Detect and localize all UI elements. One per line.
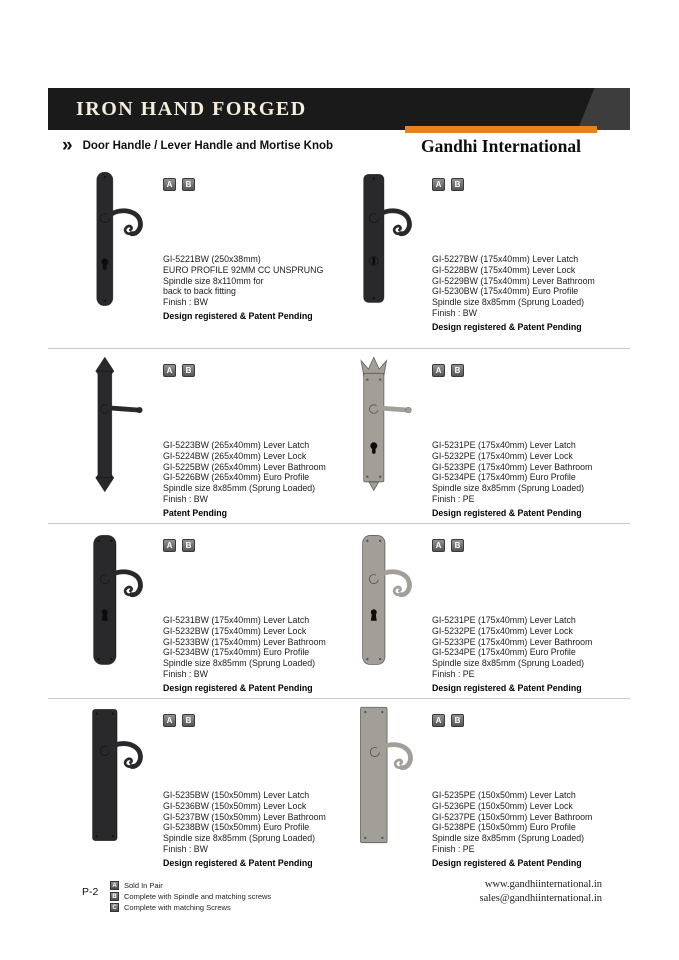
product-note: Patent Pending xyxy=(163,507,228,518)
product-line: GI-5232PE (175x40mm) Lever Lock xyxy=(432,450,573,461)
product-card xyxy=(84,706,346,868)
product-line: GI-5238PE (150x50mm) Euro Profile xyxy=(432,822,576,833)
product-line: GI-5232PE (175x40mm) Lever Lock xyxy=(432,625,573,636)
product-line: Spindle size 8x85mm (Sprung Loaded) xyxy=(432,483,585,494)
row-divider xyxy=(48,523,630,524)
product-line: GI-5229BW (175x40mm) Lever Bathroom xyxy=(432,275,595,286)
product-line: Spindle size 8x85mm (Sprung Loaded) xyxy=(432,297,585,308)
product-line: GI-5223BW (265x40mm) Lever Latch xyxy=(163,440,310,450)
legend-text: Sold In Pair xyxy=(124,880,163,890)
product-line: Spindle size 8x85mm (Sprung Loaded) xyxy=(432,833,585,844)
product-card xyxy=(84,531,346,693)
product-line: GI-5228BW (175x40mm) Lever Lock xyxy=(432,264,576,275)
product-line: GI-5231PE (175x40mm) Lever Latch xyxy=(432,615,576,625)
pair-badges xyxy=(163,178,346,191)
door-handle-image xyxy=(84,706,148,845)
row-divider xyxy=(48,348,630,349)
badge-b: B xyxy=(182,178,195,191)
pair-badges xyxy=(432,178,615,191)
product-line: Finish : BW xyxy=(163,843,208,854)
legend-text: Complete with matching Screws xyxy=(124,902,231,912)
product-line: GI-5234BW (175x40mm) Euro Profile xyxy=(163,647,310,658)
row-divider xyxy=(48,698,630,699)
product-line: GI-5234PE (175x40mm) Euro Profile xyxy=(432,472,576,483)
product-row-1 xyxy=(48,166,630,342)
product-note: Design registered & Patent Pending xyxy=(163,310,313,321)
legend-badge-a: A xyxy=(110,881,119,890)
product-line: EURO PROFILE 92MM CC UNSPRUNG xyxy=(163,264,324,275)
product-line: GI-5233PE (175x40mm) Lever Bathroom xyxy=(432,636,593,647)
product-line: GI-5235PE (150x50mm) Lever Latch xyxy=(432,790,576,800)
product-row-4 xyxy=(48,702,630,878)
header-bar xyxy=(48,88,630,130)
door-handle-image xyxy=(353,356,417,495)
product-line: Spindle size 8x85mm (Sprung Loaded) xyxy=(163,483,316,494)
door-handle-image xyxy=(353,170,417,309)
product-description xyxy=(432,790,632,869)
product-line: Spindle size 8x85mm (Sprung Loaded) xyxy=(163,833,316,844)
product-line: back to back fitting xyxy=(163,286,236,297)
product-line: GI-5226BW (265x40mm) Euro Profile xyxy=(163,472,310,483)
badge-a: A xyxy=(432,178,445,191)
product-note: Design registered & Patent Pending xyxy=(163,857,313,868)
product-line: GI-5236PE (150x50mm) Lever Lock xyxy=(432,800,573,811)
legend-text: Complete with Spindle and matching screws xyxy=(124,891,272,901)
product-line: GI-5237BW (150x50mm) Lever Bathroom xyxy=(163,811,326,822)
product-card xyxy=(353,706,615,868)
product-note: Design registered & Patent Pending xyxy=(432,857,582,868)
product-line: Finish : BW xyxy=(432,307,477,318)
pair-badges xyxy=(432,364,615,377)
legend-badge-b: B xyxy=(110,892,119,901)
category-subtitle: Door Handle / Lever Handle and Mortise Knob xyxy=(82,140,334,152)
product-line: GI-5238BW (150x50mm) Euro Profile xyxy=(163,822,310,833)
badge-b: B xyxy=(451,539,464,552)
product-card xyxy=(353,356,615,518)
pair-badges xyxy=(163,364,346,377)
badge-a: A xyxy=(432,364,445,377)
product-note: Design registered & Patent Pending xyxy=(163,682,313,693)
badge-a: A xyxy=(432,539,445,552)
product-line: GI-5230BW (175x40mm) Euro Profile xyxy=(432,286,579,297)
product-line: GI-5224BW (265x40mm) Lever Lock xyxy=(163,450,307,461)
product-description xyxy=(163,615,363,694)
product-description xyxy=(432,254,632,333)
door-handle-image xyxy=(84,531,148,670)
door-handle-image xyxy=(84,356,148,495)
legend-item xyxy=(110,880,271,890)
product-description xyxy=(163,254,363,322)
product-line: GI-5231BW (175x40mm) Lever Latch xyxy=(163,615,310,625)
product-line: GI-5233BW (175x40mm) Lever Bathroom xyxy=(163,636,326,647)
product-line: Spindle size 8x110mm for xyxy=(163,275,264,286)
pair-badges xyxy=(163,539,346,552)
product-line: Spindle size 8x85mm (Sprung Loaded) xyxy=(163,658,316,669)
badge-a: A xyxy=(432,714,445,727)
pair-badges xyxy=(432,714,615,727)
product-line: GI-5227BW (175x40mm) Lever Latch xyxy=(432,254,579,264)
badge-a: A xyxy=(163,364,176,377)
product-row-3 xyxy=(48,527,630,703)
legend-item xyxy=(110,902,271,912)
pair-badges xyxy=(163,714,346,727)
page-title: IRON HAND FORGED xyxy=(76,98,307,120)
badge-a: A xyxy=(163,539,176,552)
badge-b: B xyxy=(182,364,195,377)
product-card xyxy=(353,170,615,332)
product-card xyxy=(84,170,346,321)
badge-a: A xyxy=(163,178,176,191)
brand-accent-bar xyxy=(405,126,597,133)
door-handle-image xyxy=(353,531,417,670)
product-row-2 xyxy=(48,352,630,528)
product-line: Finish : PE xyxy=(432,493,475,504)
brand-name: Gandhi International xyxy=(421,136,581,156)
email: sales@gandhiinternational.in xyxy=(479,893,602,904)
product-description xyxy=(163,440,363,519)
product-line: Finish : BW xyxy=(163,668,208,679)
product-line: GI-5232BW (175x40mm) Lever Lock xyxy=(163,625,307,636)
product-card xyxy=(84,356,346,518)
product-card xyxy=(353,531,615,693)
double-chevron-icon: » xyxy=(62,135,71,156)
product-note: Design registered & Patent Pending xyxy=(432,507,582,518)
category-subtitle-row xyxy=(62,135,334,156)
product-line: Spindle size 8x85mm (Sprung Loaded) xyxy=(432,658,585,669)
badge-b: B xyxy=(451,178,464,191)
door-handle-image xyxy=(84,170,148,309)
product-line: GI-5233PE (175x40mm) Lever Bathroom xyxy=(432,461,593,472)
product-line: GI-5236BW (150x50mm) Lever Lock xyxy=(163,800,307,811)
product-description xyxy=(432,615,632,694)
badge-b: B xyxy=(182,539,195,552)
badge-a: A xyxy=(163,714,176,727)
page-number: P-2 xyxy=(82,886,99,898)
product-line: Finish : BW xyxy=(163,493,208,504)
product-description xyxy=(432,440,632,519)
pair-badges xyxy=(432,539,615,552)
product-description xyxy=(163,790,363,869)
product-line: GI-5237PE (150x50mm) Lever Bathroom xyxy=(432,811,593,822)
badge-legend xyxy=(110,880,271,913)
product-line: GI-5231PE (175x40mm) Lever Latch xyxy=(432,440,576,450)
badge-b: B xyxy=(451,364,464,377)
product-line: Finish : BW xyxy=(163,297,208,308)
product-line: GI-5225BW (265x40mm) Lever Bathroom xyxy=(163,461,326,472)
contact-block xyxy=(479,878,602,906)
page-footer xyxy=(48,878,630,922)
product-note: Design registered & Patent Pending xyxy=(432,682,582,693)
product-line: GI-5221BW (250x38mm) xyxy=(163,254,261,264)
badge-b: B xyxy=(182,714,195,727)
product-line: Finish : PE xyxy=(432,668,475,679)
product-line: GI-5235BW (150x50mm) Lever Latch xyxy=(163,790,310,800)
product-line: Finish : PE xyxy=(432,843,475,854)
product-line: GI-5234PE (175x40mm) Euro Profile xyxy=(432,647,576,658)
badge-b: B xyxy=(451,714,464,727)
door-handle-image xyxy=(353,706,417,845)
website: www.gandhiinternational.in xyxy=(484,879,602,890)
product-note: Design registered & Patent Pending xyxy=(432,321,582,332)
legend-item xyxy=(110,891,271,901)
legend-badge-c: C xyxy=(110,903,119,912)
